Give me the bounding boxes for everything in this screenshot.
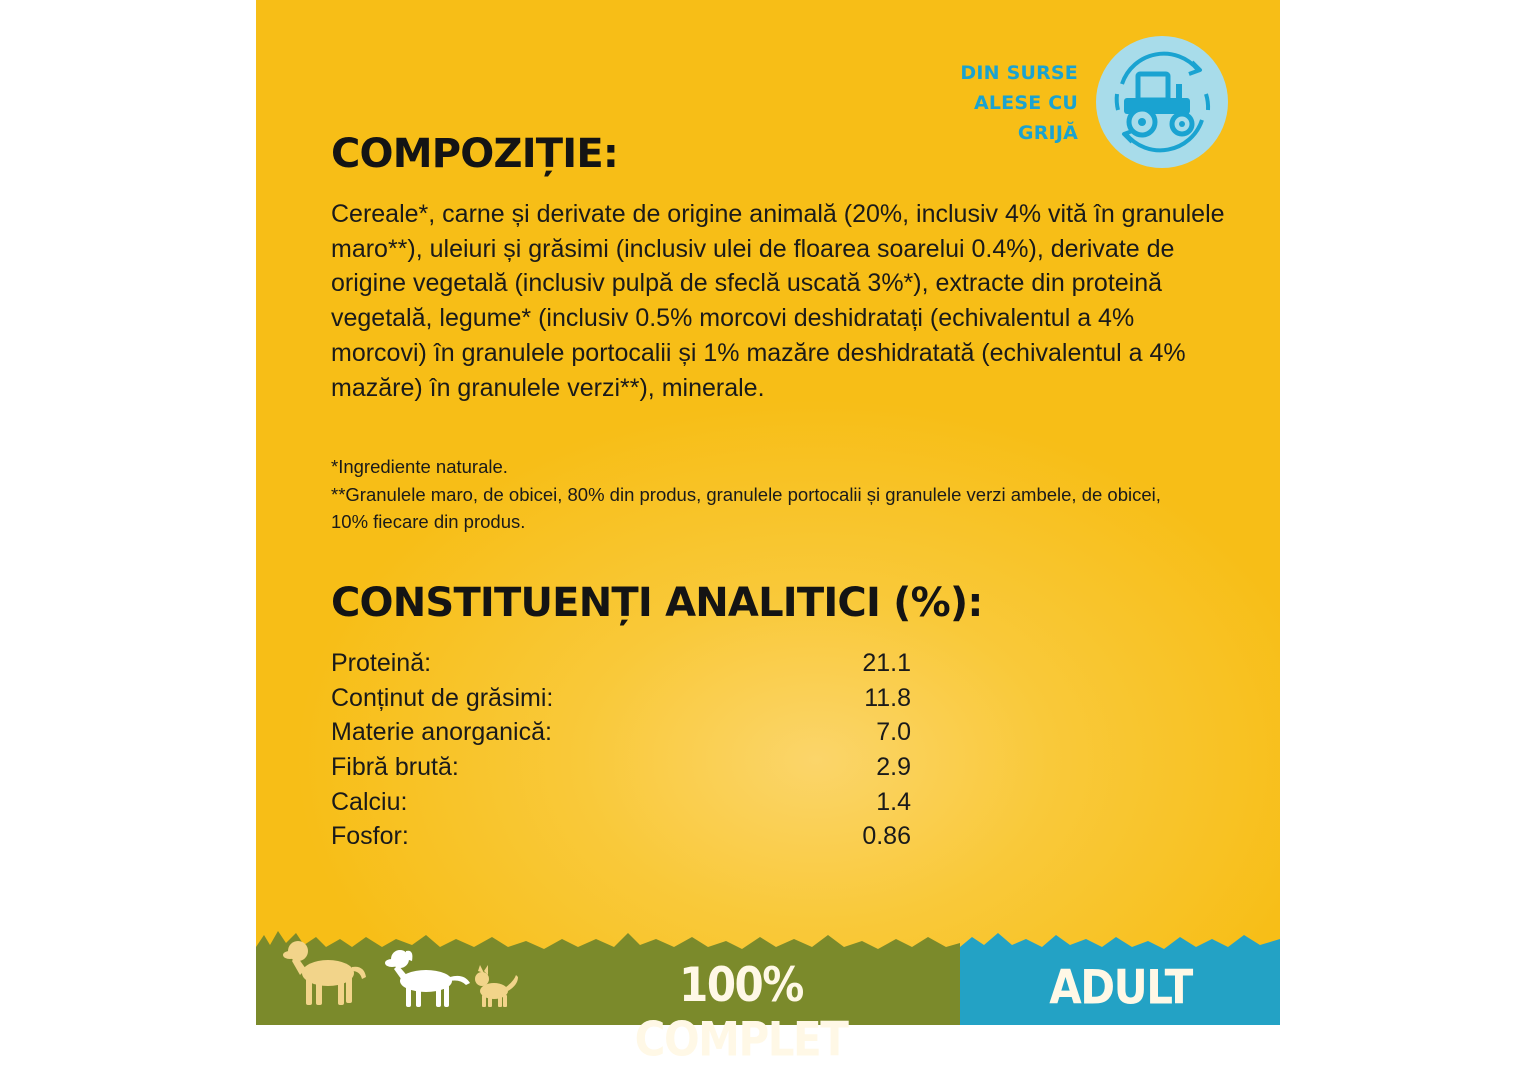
composition-note-granules: **Granulele maro, de obicei, 80% din produs, granulele portocalii și granulele verzi ambele, de obicei, 10% fiecare din produs.: [331, 484, 1161, 532]
analysis-value: 1.4: [876, 787, 911, 816]
product-info-panel: [256, 0, 1280, 1067]
analysis-label: Fosfor:: [331, 822, 409, 851]
composition-heading: COMPOZIȚIE:: [331, 131, 619, 177]
badge-line-2: ALESE CU: [973, 92, 1078, 114]
analysis-row: [331, 750, 911, 785]
analysis-row: [331, 646, 911, 681]
analysis-label: Materie anorganică:: [331, 718, 552, 747]
analysis-label: Proteină:: [331, 649, 432, 677]
composition-text: Cereale*, carne și derivate de origine animală (20%, inclusiv 4% vită în granulele maro**), uleiuri și grăsimi (inclusiv ulei de floarea soarelui 0.4%), derivate de origine vegetală (inclusiv pulpă de sfeclă uscată 3%*), extracte din proteină vegetală, legume* (inclusiv 0.5% morcovi deshidratați (echivalentul a 4% morcovi) în granulele portocalii și 1% mazăre deshidratată (echivalentul a 4% mazăre) în granulele verzi**), minerale.: [331, 200, 1225, 402]
complete-label: 100% COMPLET: [634, 957, 848, 1067]
analysis-label: Calciu:: [331, 787, 408, 816]
analysis-heading: CONSTITUENȚI ANALITICI (%):: [331, 580, 983, 626]
badge-text: [936, 58, 1078, 148]
analysis-row: [331, 819, 911, 854]
analysis-value: 21.1: [862, 649, 911, 677]
analysis-row: [331, 681, 911, 716]
analysis-label: Fibră brută:: [331, 753, 459, 782]
analysis-row: [331, 785, 911, 820]
analysis-value: 11.8: [864, 683, 911, 712]
analysis-label: Conținut de grăsimi:: [331, 683, 554, 712]
analysis-value: 2.9: [876, 753, 911, 782]
badge-line-3: GRIJĂ: [1017, 122, 1078, 144]
badge-line-1: DIN SURSE: [960, 62, 1078, 84]
analysis-value: 0.86: [862, 822, 911, 851]
adult-label: ADULT: [1049, 960, 1192, 1015]
sourcing-badge: [936, 30, 1236, 170]
composition-note-natural: *Ingrediente naturale.: [331, 456, 508, 477]
analysis-row: [331, 715, 911, 750]
tractor-recycle-icon: [1094, 34, 1230, 170]
analysis-value: 7.0: [876, 718, 911, 747]
analysis-table: [331, 646, 911, 854]
